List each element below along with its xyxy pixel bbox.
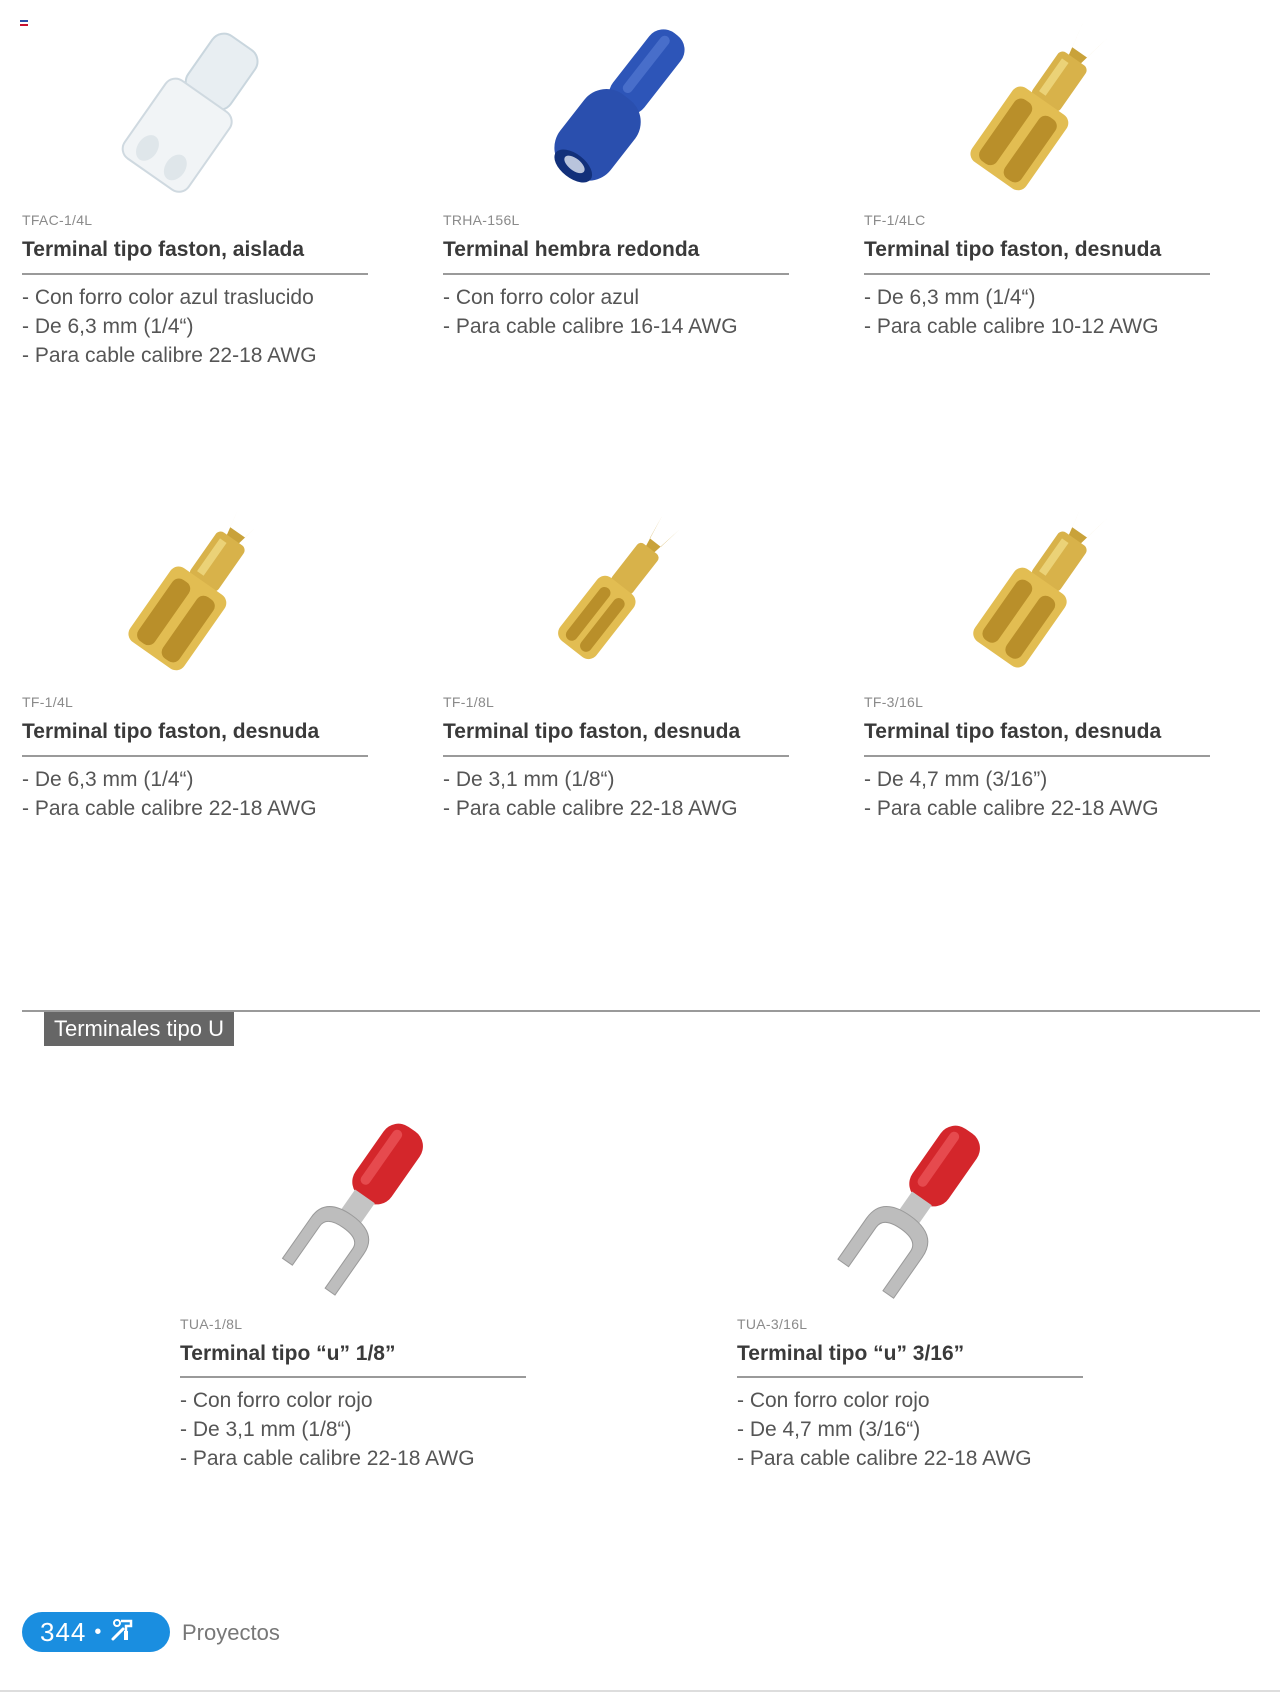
- faston-bare-icon: [864, 8, 1210, 198]
- spec-item: - Para cable calibre 16-14 AWG: [443, 315, 738, 338]
- product-specs: [443, 765, 738, 823]
- product-specs: [22, 283, 317, 370]
- product-title: Terminal tipo faston, aislada: [22, 238, 305, 261]
- spec-item: - Con forro color azul: [443, 286, 640, 309]
- spec-item: - Para cable calibre 10-12 AWG: [864, 315, 1159, 338]
- divider: [443, 273, 789, 275]
- tools-icon: [109, 1617, 135, 1648]
- product-code: TF-3/16L: [864, 694, 924, 710]
- page-number: 344: [40, 1616, 87, 1647]
- divider: [864, 755, 1210, 757]
- spec-item: - De 3,1 mm (1/8“): [180, 1418, 352, 1441]
- spec-item: - Con forro color rojo: [180, 1389, 373, 1412]
- page-bottom-rule: [0, 1690, 1280, 1692]
- faston-insulated-clear-icon: [22, 8, 368, 198]
- spec-item: - Para cable calibre 22-18 AWG: [737, 1447, 1032, 1470]
- spec-item: - De 6,3 mm (1/4“): [864, 286, 1036, 309]
- divider: [737, 1376, 1083, 1378]
- bullet-separator: •: [94, 1620, 102, 1643]
- product-specs: [22, 765, 317, 823]
- spec-item: - Para cable calibre 22-18 AWG: [180, 1447, 475, 1470]
- section-title: Terminales tipo U: [44, 1012, 234, 1046]
- product-code: TRHA-156L: [443, 212, 520, 228]
- spec-item: - Para cable calibre 22-18 AWG: [22, 344, 317, 367]
- product-specs: [737, 1386, 1032, 1473]
- spade-red-icon: [737, 1112, 1083, 1302]
- product-specs: [864, 765, 1159, 823]
- round-female-blue-icon: [443, 8, 789, 198]
- spec-item: - Para cable calibre 22-18 AWG: [22, 797, 317, 820]
- spade-red-icon: [180, 1110, 526, 1300]
- product-specs: [443, 283, 738, 341]
- divider: [22, 273, 368, 275]
- faston-bare-small-icon: [443, 488, 789, 678]
- spec-item: - Con forro color azul traslucido: [22, 286, 314, 309]
- product-title: Terminal tipo “u” 3/16”: [737, 1342, 965, 1365]
- product-code: TFAC-1/4L: [22, 212, 93, 228]
- section-label: Proyectos: [182, 1620, 280, 1645]
- product-specs: [180, 1386, 475, 1473]
- spec-item: - Con forro color rojo: [737, 1389, 930, 1412]
- spec-item: - De 4,7 mm (3/16“): [737, 1418, 921, 1441]
- faston-bare-icon: [864, 488, 1210, 678]
- divider: [864, 273, 1210, 275]
- spec-item: - De 4,7 mm (3/16”): [864, 768, 1048, 791]
- product-code: TUA-1/8L: [180, 1316, 243, 1332]
- product-code: TF-1/4LC: [864, 212, 926, 228]
- divider: [22, 755, 368, 757]
- product-specs: [864, 283, 1159, 341]
- product-code: TUA-3/16L: [737, 1316, 808, 1332]
- spec-item: - Para cable calibre 22-18 AWG: [864, 797, 1159, 820]
- faston-bare-icon: [22, 488, 368, 678]
- spec-item: - Para cable calibre 22-18 AWG: [443, 797, 738, 820]
- product-title: Terminal tipo “u” 1/8”: [180, 1342, 396, 1365]
- page-number-badge: [22, 1612, 170, 1652]
- product-title: Terminal tipo faston, desnuda: [864, 720, 1162, 743]
- divider: [443, 755, 789, 757]
- spec-item: - De 6,3 mm (1/4“): [22, 768, 194, 791]
- product-title: Terminal hembra redonda: [443, 238, 700, 261]
- product-title: Terminal tipo faston, desnuda: [443, 720, 741, 743]
- product-title: Terminal tipo faston, desnuda: [864, 238, 1162, 261]
- product-code: TF-1/8L: [443, 694, 495, 710]
- spec-item: - De 3,1 mm (1/8“): [443, 768, 615, 791]
- product-code: TF-1/4L: [22, 694, 74, 710]
- spec-item: - De 6,3 mm (1/4“): [22, 315, 194, 338]
- divider: [180, 1376, 526, 1378]
- product-title: Terminal tipo faston, desnuda: [22, 720, 320, 743]
